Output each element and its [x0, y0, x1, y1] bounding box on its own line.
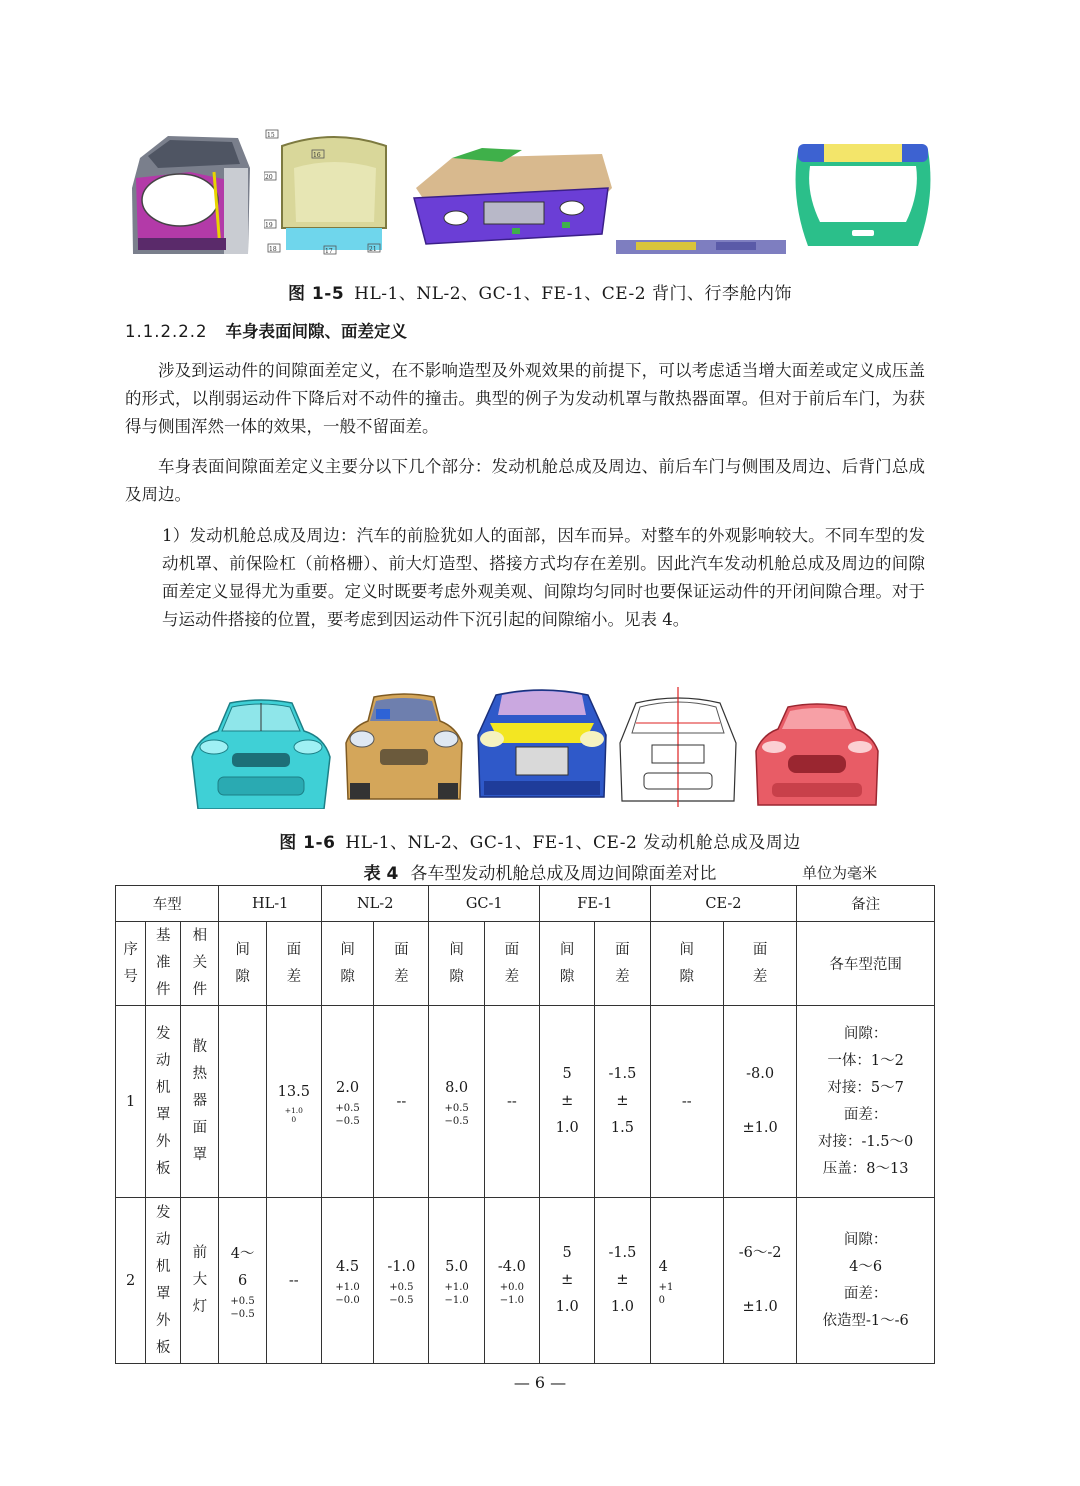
figure-label: 图 1-5 — [288, 284, 345, 304]
header-range: 各车型范围 — [797, 922, 935, 1006]
tolerance: +0.5 −0.5 — [444, 1103, 469, 1127]
figure-1-6-images — [188, 685, 882, 809]
header-model: 车型 — [116, 886, 219, 922]
row1-ce2-gap: -- — [650, 1006, 723, 1198]
row1-base-part: 发动机罩外板 — [146, 1006, 181, 1198]
header-hl1: HL-1 — [219, 886, 321, 922]
table-unit: 单位为毫米 — [802, 864, 878, 882]
header-ce2-flush: 面差 — [723, 922, 796, 1006]
row1-gc1-flush: -- — [484, 1006, 539, 1198]
figure-label: 图 1-6 — [279, 833, 336, 853]
row2-remark: 间隙： 4～6 面差： 依造型-1～-6 — [797, 1198, 935, 1364]
page-number: — 6 — — [513, 1373, 567, 1392]
row1-seq: 1 — [116, 1006, 146, 1198]
row2-hl1-gap: 4～ 6 +0.5 −0.5 — [219, 1198, 266, 1364]
table-header-row-2 — [116, 922, 935, 1006]
header-remark: 备注 — [797, 886, 935, 922]
ce2-tailgate-frame-image — [788, 138, 938, 256]
row2-related-part: 前大灯 — [181, 1198, 219, 1364]
tolerance: +1.0 0 — [284, 1106, 303, 1124]
table-header-row-1 — [116, 886, 935, 922]
row2-ce2-gap: 4 +1 0 — [650, 1198, 723, 1364]
gc1-front-image — [474, 685, 610, 809]
fe1-trim-strip-image — [616, 236, 786, 256]
tolerance: +1.0 −0.0 — [335, 1282, 360, 1306]
header-fe1-flush: 面差 — [595, 922, 650, 1006]
tolerance: +0.0 −1.0 — [499, 1282, 525, 1306]
row1-remark: 间隙： 一体：1～2 对接：5～7 面差： 对接：-1.5～0 压盖：8～13 — [797, 1006, 935, 1198]
row2-fe1-gap: 5 ± 1.0 — [540, 1198, 595, 1364]
callout-18: 18 — [269, 246, 277, 253]
table-row — [116, 1006, 935, 1198]
callout-19: 19 — [265, 222, 273, 229]
header-ce2-gap: 间隙 — [650, 922, 723, 1006]
callout-17: 17 — [325, 248, 333, 255]
figure-1-5-caption — [0, 279, 1080, 304]
tolerance: +1.0 −1.0 — [444, 1282, 469, 1306]
nl2-front-image — [340, 691, 468, 809]
row2-ce2-flush: -6～-2 ±1.0 — [723, 1198, 796, 1364]
row2-gc1-gap: 5.0 +1.0 −1.0 — [429, 1198, 484, 1364]
comparison-table — [115, 885, 935, 1364]
table-row — [116, 1198, 935, 1364]
tolerance: +0.5 −0.5 — [335, 1103, 360, 1127]
row2-seq: 2 — [116, 1198, 146, 1364]
row2-gc1-flush: -4.0 +0.0 −1.0 — [484, 1198, 539, 1364]
header-base-part: 基准件 — [146, 922, 181, 1006]
row1-nl2-flush: -- — [374, 1006, 429, 1198]
figure-1-6-caption — [0, 828, 1080, 853]
value: 2.0 — [336, 1080, 360, 1096]
row2-fe1-flush: -1.5 ± 1.0 — [595, 1198, 650, 1364]
row1-fe1-flush: -1.5 ± 1.5 — [595, 1006, 650, 1198]
header-nl2-flush: 面差 — [374, 922, 429, 1006]
nl2-tailgate-trim-image — [264, 128, 404, 256]
row2-base-part: 发动机罩外板 — [146, 1198, 181, 1364]
header-gc1-flush: 面差 — [484, 922, 539, 1006]
row1-hl1-gap — [219, 1006, 266, 1198]
paragraph-1: 涉及到运动件的间隙面差定义，在不影响造型及外观效果的前提下，可以考虑适当增大面差或定义成压盖的形式，以削弱运动件下降后对不动件的撞击。典型的例子为发动机罩与散热器面罩。但对于前后车门，为获得与侧围浑然一体的效果，一般不留面差。 — [125, 361, 925, 436]
tolerance: +0.5 −0.5 — [389, 1282, 414, 1306]
header-gc1-gap: 间隙 — [429, 922, 484, 1006]
gc1-trunk-trim-image — [412, 128, 612, 256]
callout-15: 15 — [267, 132, 275, 139]
hl1-tailgate-image — [128, 128, 256, 256]
row1-gc1-gap — [429, 1006, 484, 1198]
callout-16: 16 — [313, 152, 321, 159]
header-fe1-gap: 间隙 — [540, 922, 595, 1006]
table-title — [0, 859, 1080, 884]
header-hl1-flush: 面差 — [266, 922, 321, 1006]
list-item-1: 1）发动机舱总成及周边：汽车的前脸犹如人的面部，因车而异。对整车的外观影响较大。不同车型的发动机罩、前保险杠（前格栅）、前大灯造型、搭接方式均存在差别。因此汽车发动机舱总成及周边的间隙面差定义显得尤为重要。定义时既要考虑外观美观、间隙均匀同时也要保证运动件的开闭间隙合理。对于与运动件搭接的位置，要考虑到因运动件下沉引起的间隙缩小。见表 4。 — [162, 526, 925, 629]
header-ce2: CE-2 — [650, 886, 797, 922]
header-hl1-gap: 间隙 — [219, 922, 266, 1006]
tolerance: +0.5 −0.5 — [230, 1295, 255, 1320]
header-seq: 序号 — [116, 922, 146, 1006]
paragraph-2: 车身表面间隙面差定义主要分以下几个部分：发动机舱总成及周边、前后车门与侧围及周边、后背门总成及周边。 — [125, 457, 925, 504]
callout-21: 21 — [369, 246, 377, 253]
callout-20: 20 — [265, 174, 273, 181]
table-title-text: 各车型发动机舱总成及周边间隙面差对比 — [410, 864, 717, 884]
row2-nl2-gap: 4.5 +1.0 −0.0 — [321, 1198, 373, 1364]
header-fe1: FE-1 — [540, 886, 651, 922]
tolerance: +1 0 — [658, 1282, 674, 1306]
hl1-front-image — [188, 697, 334, 809]
value: 8.0 — [445, 1080, 469, 1096]
table-label: 表 4 — [363, 864, 399, 884]
header-nl2-gap: 间隙 — [321, 922, 373, 1006]
figure-1-5-images — [128, 128, 938, 256]
header-nl2: NL-2 — [321, 886, 429, 922]
row2-hl1-flush: -- — [266, 1198, 321, 1364]
section-title: 车身表面间隙、面差定义 — [225, 322, 407, 341]
row1-related-part: 散热器面罩 — [181, 1006, 219, 1198]
header-related-part: 相关件 — [181, 922, 219, 1006]
header-gc1: GC-1 — [429, 886, 540, 922]
ce2-front-image — [752, 701, 882, 809]
section-number: 1.1.2.2.2 — [125, 322, 208, 341]
section-heading — [125, 318, 407, 342]
row1-nl2-gap — [321, 1006, 373, 1198]
figure-caption-text: HL-1、NL-2、GC-1、FE-1、CE-2 发动机舱总成及周边 — [345, 833, 801, 853]
row2-nl2-flush: -1.0 +0.5 −0.5 — [374, 1198, 429, 1364]
row1-ce2-flush: -8.0 ±1.0 — [723, 1006, 796, 1198]
row1-hl1-flush — [266, 1006, 321, 1198]
figure-caption-text: HL-1、NL-2、GC-1、FE-1、CE-2 背门、行李舱内饰 — [354, 284, 792, 304]
fe1-front-image — [616, 687, 740, 809]
row1-fe1-gap: 5 ± 1.0 — [540, 1006, 595, 1198]
value: 13.5 — [277, 1084, 310, 1100]
